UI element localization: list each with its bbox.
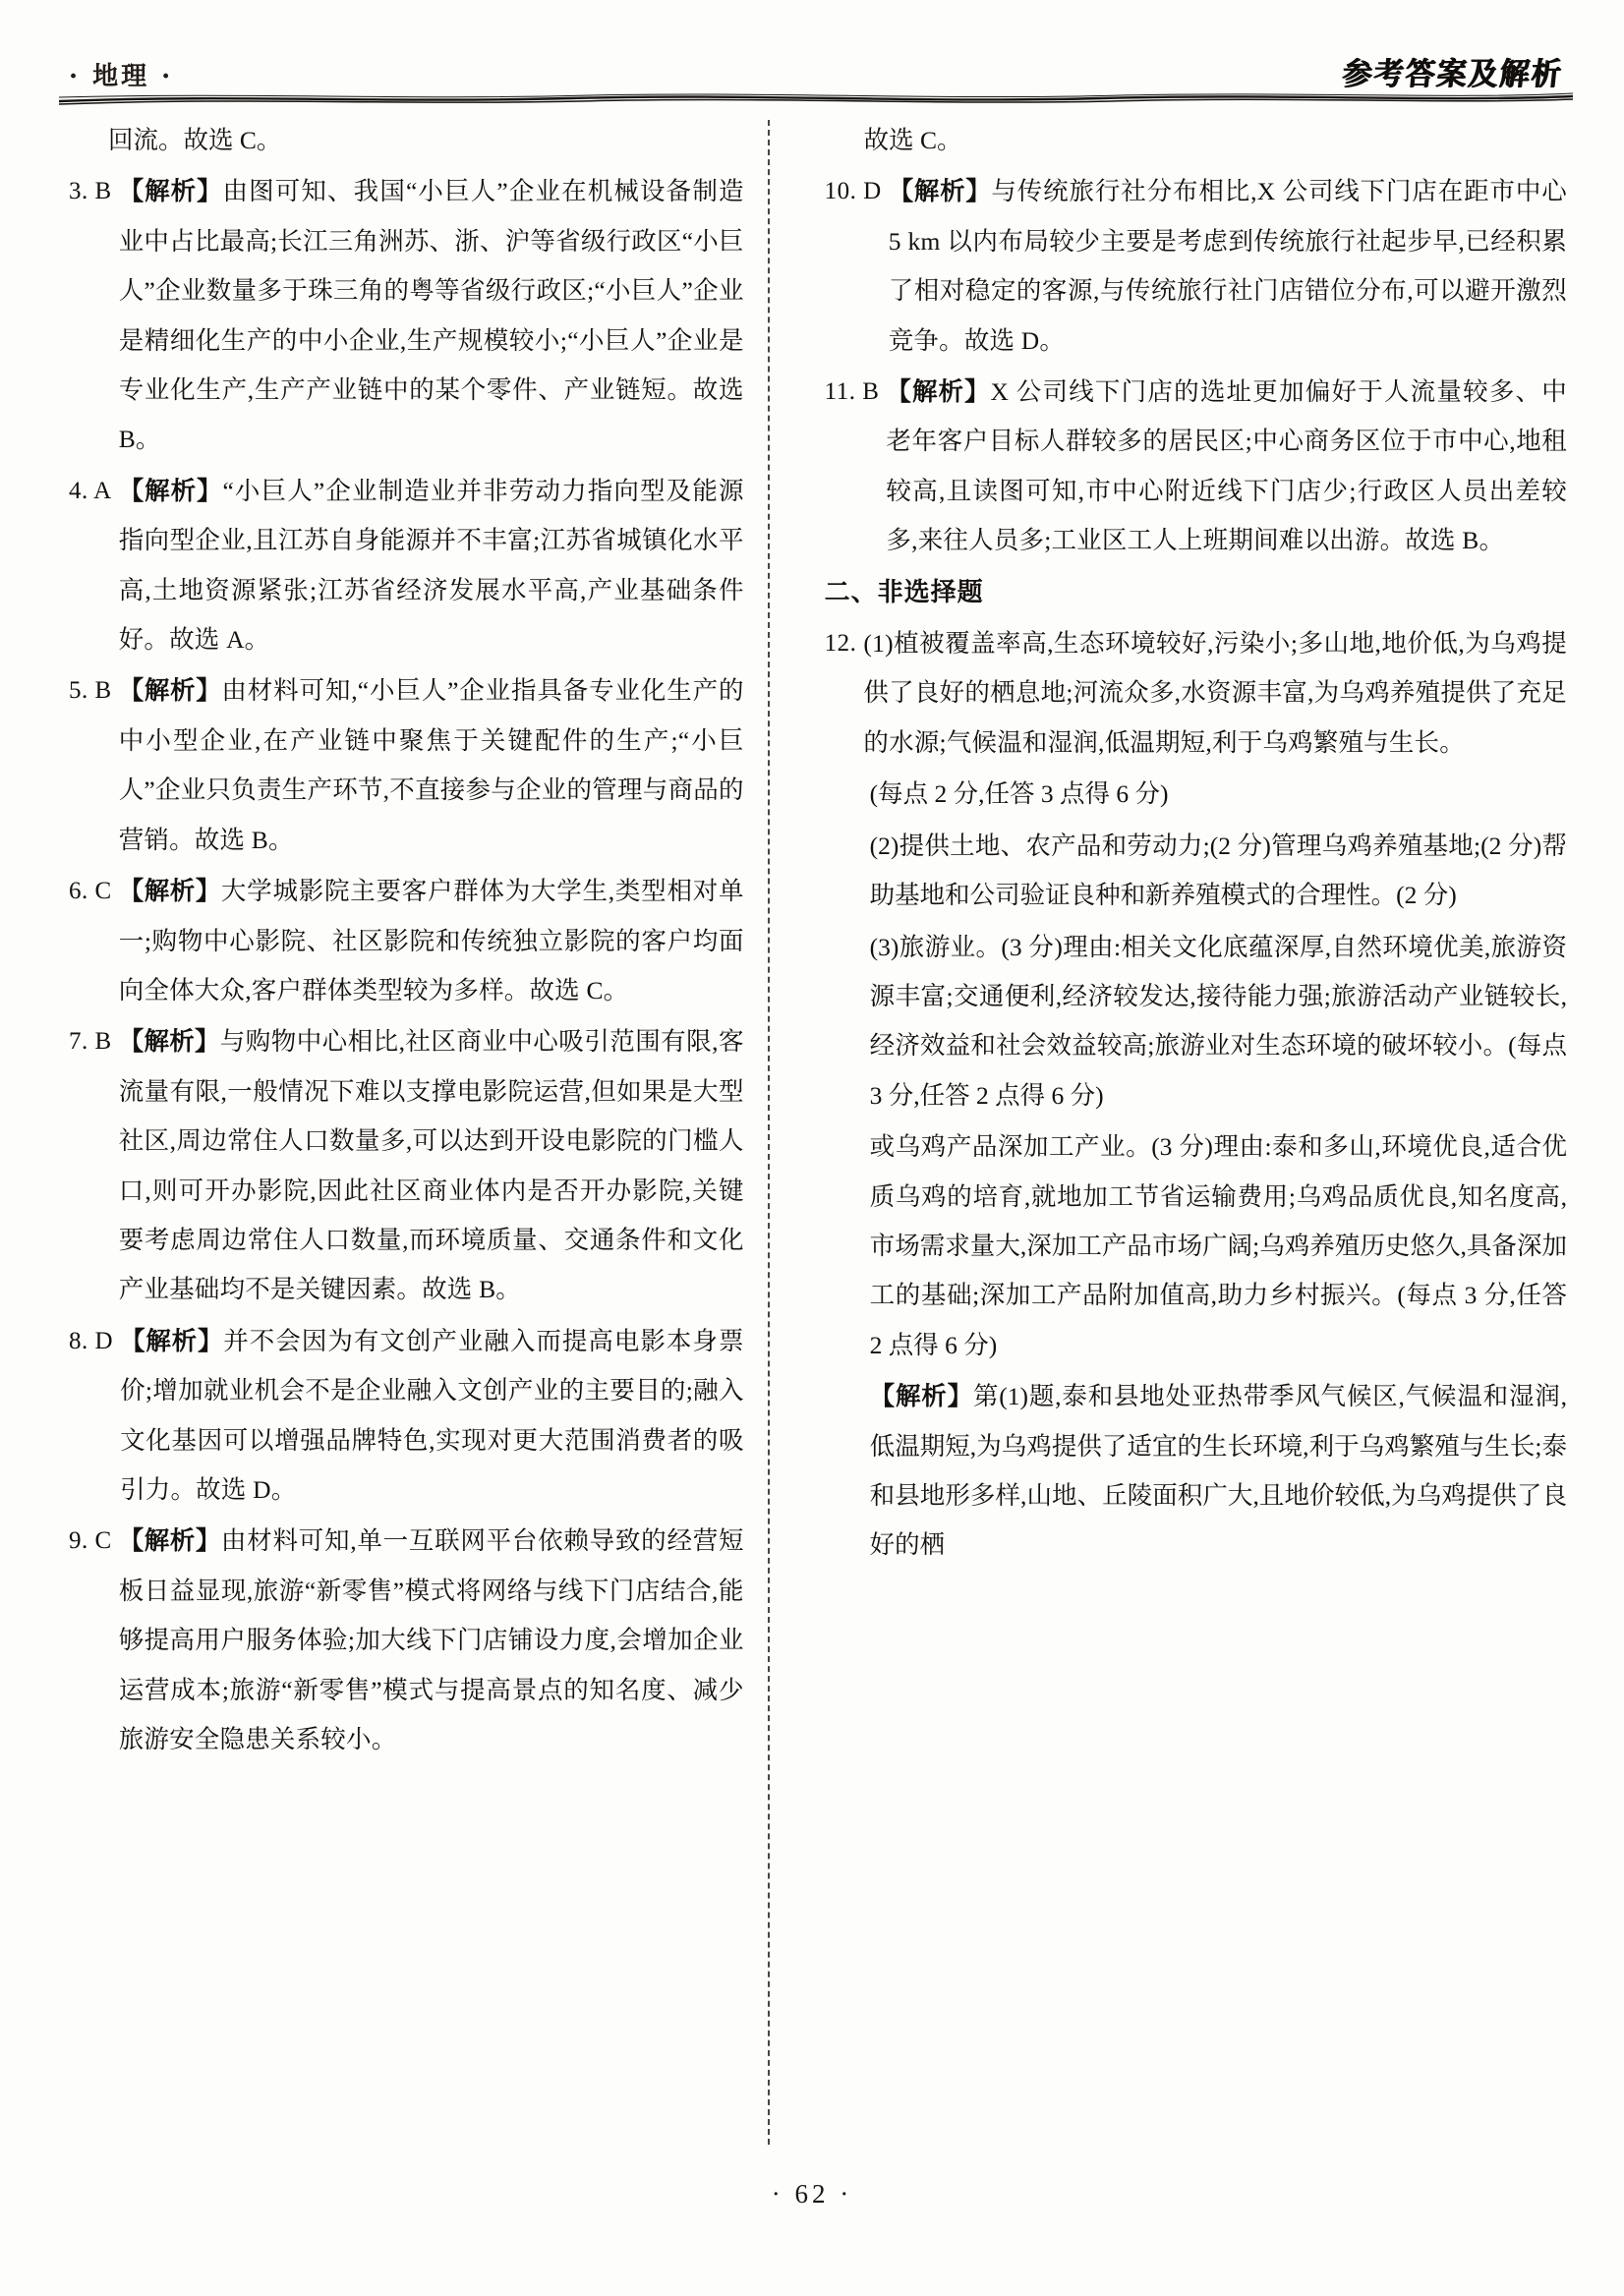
section-title: 参考答案及解析: [1340, 56, 1565, 93]
question-part-3-alternative: 或乌鸡产品深加工产业。(3 分)理由:泰和多山,环境优良,适合优质乌鸡的培育,就地加工节省运输费用;乌鸡品质优良,知名度高,市场需求量大,深加工产品市场广阔;乌鸡养殖历史悠久,具备深加工的基础;深加工产品附加值高,助力乡村振兴。(每点 3 分,任答 2 点得 6 分): [869, 1132, 1567, 1359]
left-column: [69, 116, 768, 2149]
answer-text: 由材料可知,“小巨人”企业指具备专业化生产的中小型企业,在产业链中聚焦于关键配件的生产;“小巨人”企业只负责生产环节,不直接参与企业的管理与商品的营销。故选 B。: [118, 676, 744, 854]
scoring-note-part-1: (每点 2 分,任答 3 点得 6 分): [869, 779, 1169, 809]
header-divider-rule: [59, 90, 1573, 106]
answer-marker: 6. C: [69, 878, 112, 905]
analysis-tag: 【解析】: [120, 1326, 224, 1355]
subject-title: · 地理 ·: [69, 62, 174, 91]
question-part-2: (2)提供土地、农产品和劳动力;(2 分)管理乌鸡养殖基地;(2 分)帮助基地和公司验证良种和新养殖模式的合理性。(2 分): [869, 831, 1567, 910]
answer-body: [886, 368, 1567, 566]
answer-marker: 4. A: [69, 477, 112, 504]
answer-item-7: [69, 1017, 744, 1314]
running-head: [69, 35, 1563, 92]
answer-item-5: [69, 666, 744, 865]
answer-item-3: [69, 167, 744, 464]
analysis-tag: 【解析】: [118, 1526, 221, 1556]
answer-item-9: [69, 1517, 744, 1764]
analysis-tag: 【解析】: [118, 877, 221, 906]
answer-body: [119, 666, 744, 865]
answer-marker: 11. B: [824, 378, 880, 406]
analysis-tag: 【解析】: [869, 1382, 973, 1411]
answer-item-4: [69, 467, 744, 665]
answer-text: X 公司线下门店的选址更加偏好于人流量较多、中老年客户目标人群较多的居民区;中心商务区位于市中心,地租较高,且读图可知,市中心附近线下门店少;行政区人员出差较多,来往人员多;工业区工人上班期间难以出游。故选 B。: [886, 377, 1567, 555]
answer-text: 大学城影院主要客户群体为大学生,类型相对单一;购物中心影院、社区影院和传统独立影院的客户均面向全体大众,客户群体类型较为多样。故选 C。: [118, 877, 744, 1004]
answer-body: [119, 867, 744, 1015]
question-part-1: [863, 619, 1567, 768]
answer-text: 由材料可知,单一互联网平台依赖导致的经营短板日益显现,旅游“新零售”模式将网络与线下门店结合,能够提高用户服务体验;加大线下门店铺设力度,会增加企业运营成本;旅游“新零售”模式与提高景点的知名度、减少旅游安全隐患关系较小。: [118, 1526, 744, 1753]
right-carryover-line: 故选 C。: [863, 126, 962, 154]
answer-body: [119, 1517, 744, 1764]
question-marker: 12.: [824, 630, 857, 658]
answer-body: [119, 167, 744, 464]
answer-marker: 9. C: [69, 1527, 112, 1555]
analysis-text: 第(1)题,泰和县地处亚热带季风气候区,气候温和湿润,低温期短,为乌鸡提供了适宜的生长环境,利于乌鸡繁殖与生长;泰和县地形多样,山地、丘陵面积广大,且地价较低,为乌鸡提供了良好的栖: [869, 1382, 1567, 1560]
answer-marker: 8. D: [69, 1327, 114, 1354]
answer-item-6: [69, 867, 744, 1015]
part-text: 植被覆盖率高,生态环境较好,污染小;多山地,地价低,为乌鸡提供了良好的栖息地;河流众多,水资源丰富,为乌鸡养殖提供了充足的水源;气候温和湿润,低温期短,利于乌鸡繁殖与生长。: [863, 629, 1567, 757]
section-heading-free-response: 二、非选择题: [824, 577, 984, 606]
answer-body: [119, 1017, 744, 1314]
answer-marker: 3. B: [69, 178, 112, 205]
question-12-analysis: [870, 1372, 1567, 1571]
page-number: · 62 ·: [771, 2179, 853, 2209]
question-item-12: [825, 619, 1567, 768]
answer-text: 由图可知、我国“小巨人”企业在机械设备制造业中占比最高;长江三角洲苏、浙、沪等省级行政区“小巨人”企业数量多于珠三角的粤等省级行政区;“小巨人”企业是精细化生产的中小企业,生产规模较小;“小巨人”企业是专业化生产,生产产业链中的某个零件、产业链短。故选 B。: [118, 177, 744, 454]
answer-marker: 7. B: [69, 1028, 112, 1056]
answer-item-8: [69, 1317, 744, 1516]
answer-marker: 10. D: [824, 178, 882, 205]
answer-item-10: [825, 167, 1567, 366]
answer-text: 与购物中心相比,社区商业中心吸引范围有限,客流量有限,一般情况下难以支撑电影院运营,但如果是大型社区,周边常住人口数量多,可以达到开设电影院的门槛人口,则可开办影院,因此社区商业体内是否开办影院,关键要考虑周边常住人口数量,而环境质量、交通条件和文化产业基础均不是关键因素。故选 B。: [118, 1027, 744, 1304]
part-label: (1): [863, 629, 894, 659]
answer-item-11: [825, 368, 1567, 566]
analysis-tag: 【解析】: [118, 676, 222, 706]
left-carryover-line: 回流。故选 C。: [108, 126, 282, 154]
analysis-tag: 【解析】: [118, 177, 223, 206]
question-part-3: (3)旅游业。(3 分)理由:相关文化底蕴深厚,自然环境优美,旅游资源丰富;交通便利,经济较发达,接待能力强;旅游活动产业链较长,经济效益和社会效益较高;旅游业对生态环境的破坏较小。(每点 3 分,任答 2 点得 6 分): [869, 932, 1567, 1110]
answer-marker: 5. B: [69, 677, 112, 705]
analysis-tag: 【解析】: [888, 177, 992, 206]
analysis-tag: 【解析】: [118, 1027, 220, 1057]
answer-text: 并不会因为有文创产业融入而提高电影本身票价;增加就业机会不是企业融入文创产业的主要目的;融入文化基因可以增强品牌特色,实现对更大范围消费者的吸引力。故选 D。: [120, 1326, 744, 1504]
right-column: [770, 116, 1567, 2149]
analysis-tag: 【解析】: [118, 476, 223, 505]
answer-body: [119, 467, 744, 665]
answer-text: 与传统旅行社分布相比,X 公司线下门店在距市中心 5 km 以内布局较少主要是考虑到传统旅行社起步早,已经积累了相对稳定的客源,与传统旅行社门店错位分布,可以避开激烈竞争。故选 D。: [888, 177, 1567, 355]
answer-body: [889, 167, 1567, 366]
analysis-tag: 【解析】: [886, 377, 991, 407]
answer-body: [120, 1317, 744, 1516]
two-column-body: [69, 116, 1567, 2149]
answer-text: “小巨人”企业制造业并非劳动力指向型及能源指向型企业,且江苏自身能源并不丰富;江苏省城镇化水平高,土地资源紧张;江苏省经济发展水平高,产业基础条件好。故选 A。: [118, 476, 744, 655]
